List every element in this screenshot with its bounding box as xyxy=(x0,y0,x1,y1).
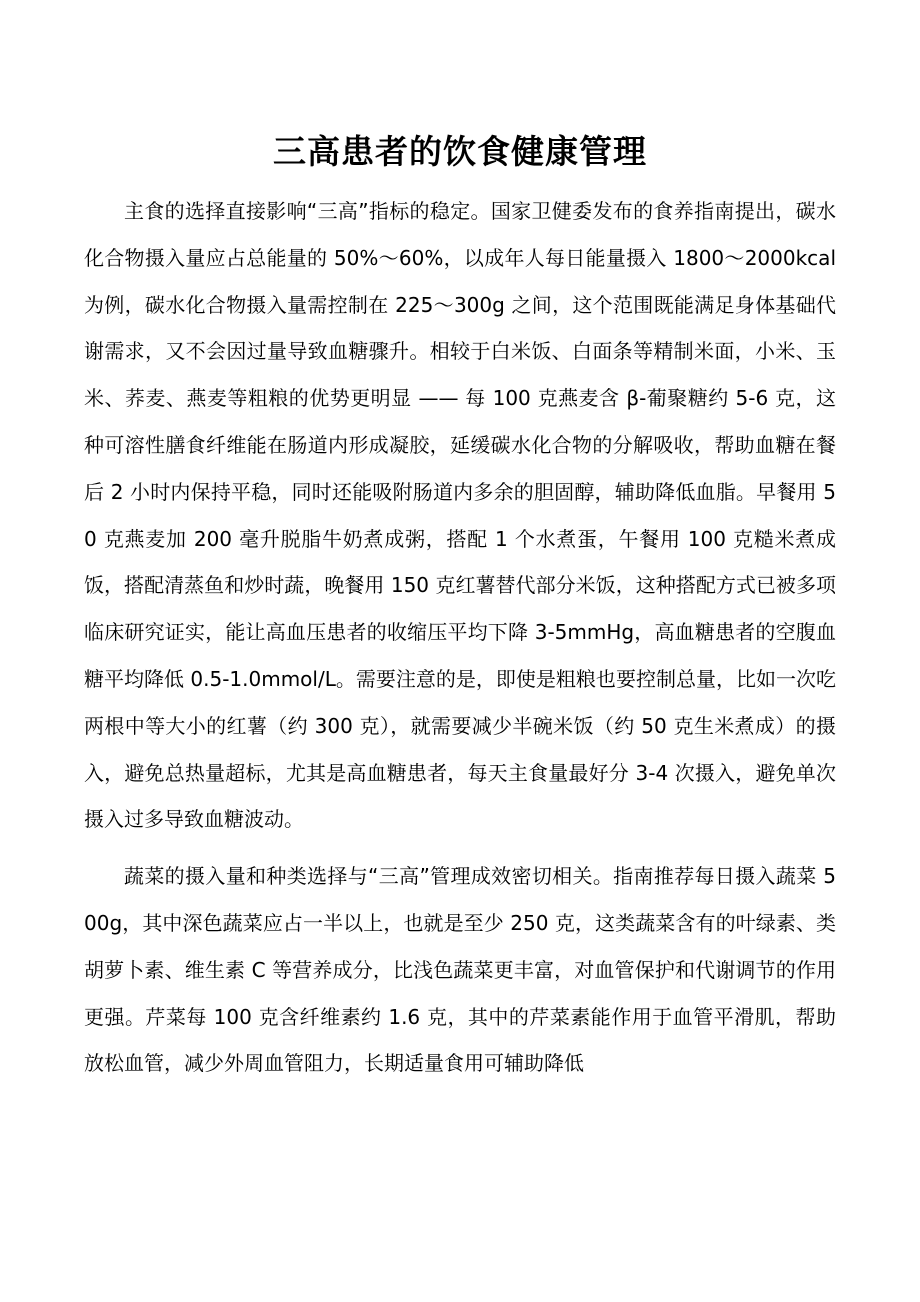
paragraph-staple-food: 主食的选择直接影响“三高”指标的稳定。国家卫健委发布的食养指南提出，碳水化合物摄入量应占总能量的 50%～60%，以成年人每日能量摄入 1800～2000kcal 为例，碳水化合物摄入量需控制在 225～300g 之间，这个范围既能满足身体基础代谢需求，又不会因过量导致血糖骤升。相较于白米饭、白面条等精制米面，小米、玉米、荞麦、燕麦等粗粮的优势更明显 —— 每 100 克燕麦含 β-葡聚糖约 5-6 克，这种可溶性膳食纤维能在肠道内形成凝胶，延缓碳水化合物的分解吸收，帮助血糖在餐后 2 小时内保持平稳，同时还能吸附肠道内多余的胆固醇，辅助降低血脂。早餐用 50 克燕麦加 200 毫升脱脂牛奶煮成粥，搭配 1 个水煮蛋，午餐用 100 克糙米煮成饭，搭配清蒸鱼和炒时蔬，晚餐用 150 克红薯替代部分米饭，这种搭配方式已被多项临床研究证实，能让高血压患者的收缩压平均下降 3-5mmHg，高血糖患者的空腹血糖平均降低 0.5-1.0mmol/L。需要注意的是，即使是粗粮也要控制总量，比如一次吃两根中等大小的红薯（约 300 克），就需要减少半碗米饭（约 50 克生米煮成）的摄入，避免总热量超标，尤其是高血糖患者，每天主食量最好分 3-4 次摄入，避免单次摄入过多导致血糖波动。 xyxy=(84,199,836,832)
paragraph-vegetables: 蔬菜的摄入量和种类选择与“三高”管理成效密切相关。指南推荐每日摄入蔬菜 500g，其中深色蔬菜应占一半以上，也就是至少 250 克，这类蔬菜含有的叶绿素、类胡萝卜素、维生素 C 等营养成分，比浅色蔬菜更丰富，对血管保护和代谢调节的作用更强。芹菜每 100 克含纤维素约 1.6 克，其中的芹菜素能作用于血管平滑肌，帮助放松血管，减少外周血管阻力，长期适量食用可辅助降低 xyxy=(84,864,836,1076)
document-title: 三高患者的饮食健康管理 xyxy=(273,132,647,171)
document-body xyxy=(84,188,836,1087)
